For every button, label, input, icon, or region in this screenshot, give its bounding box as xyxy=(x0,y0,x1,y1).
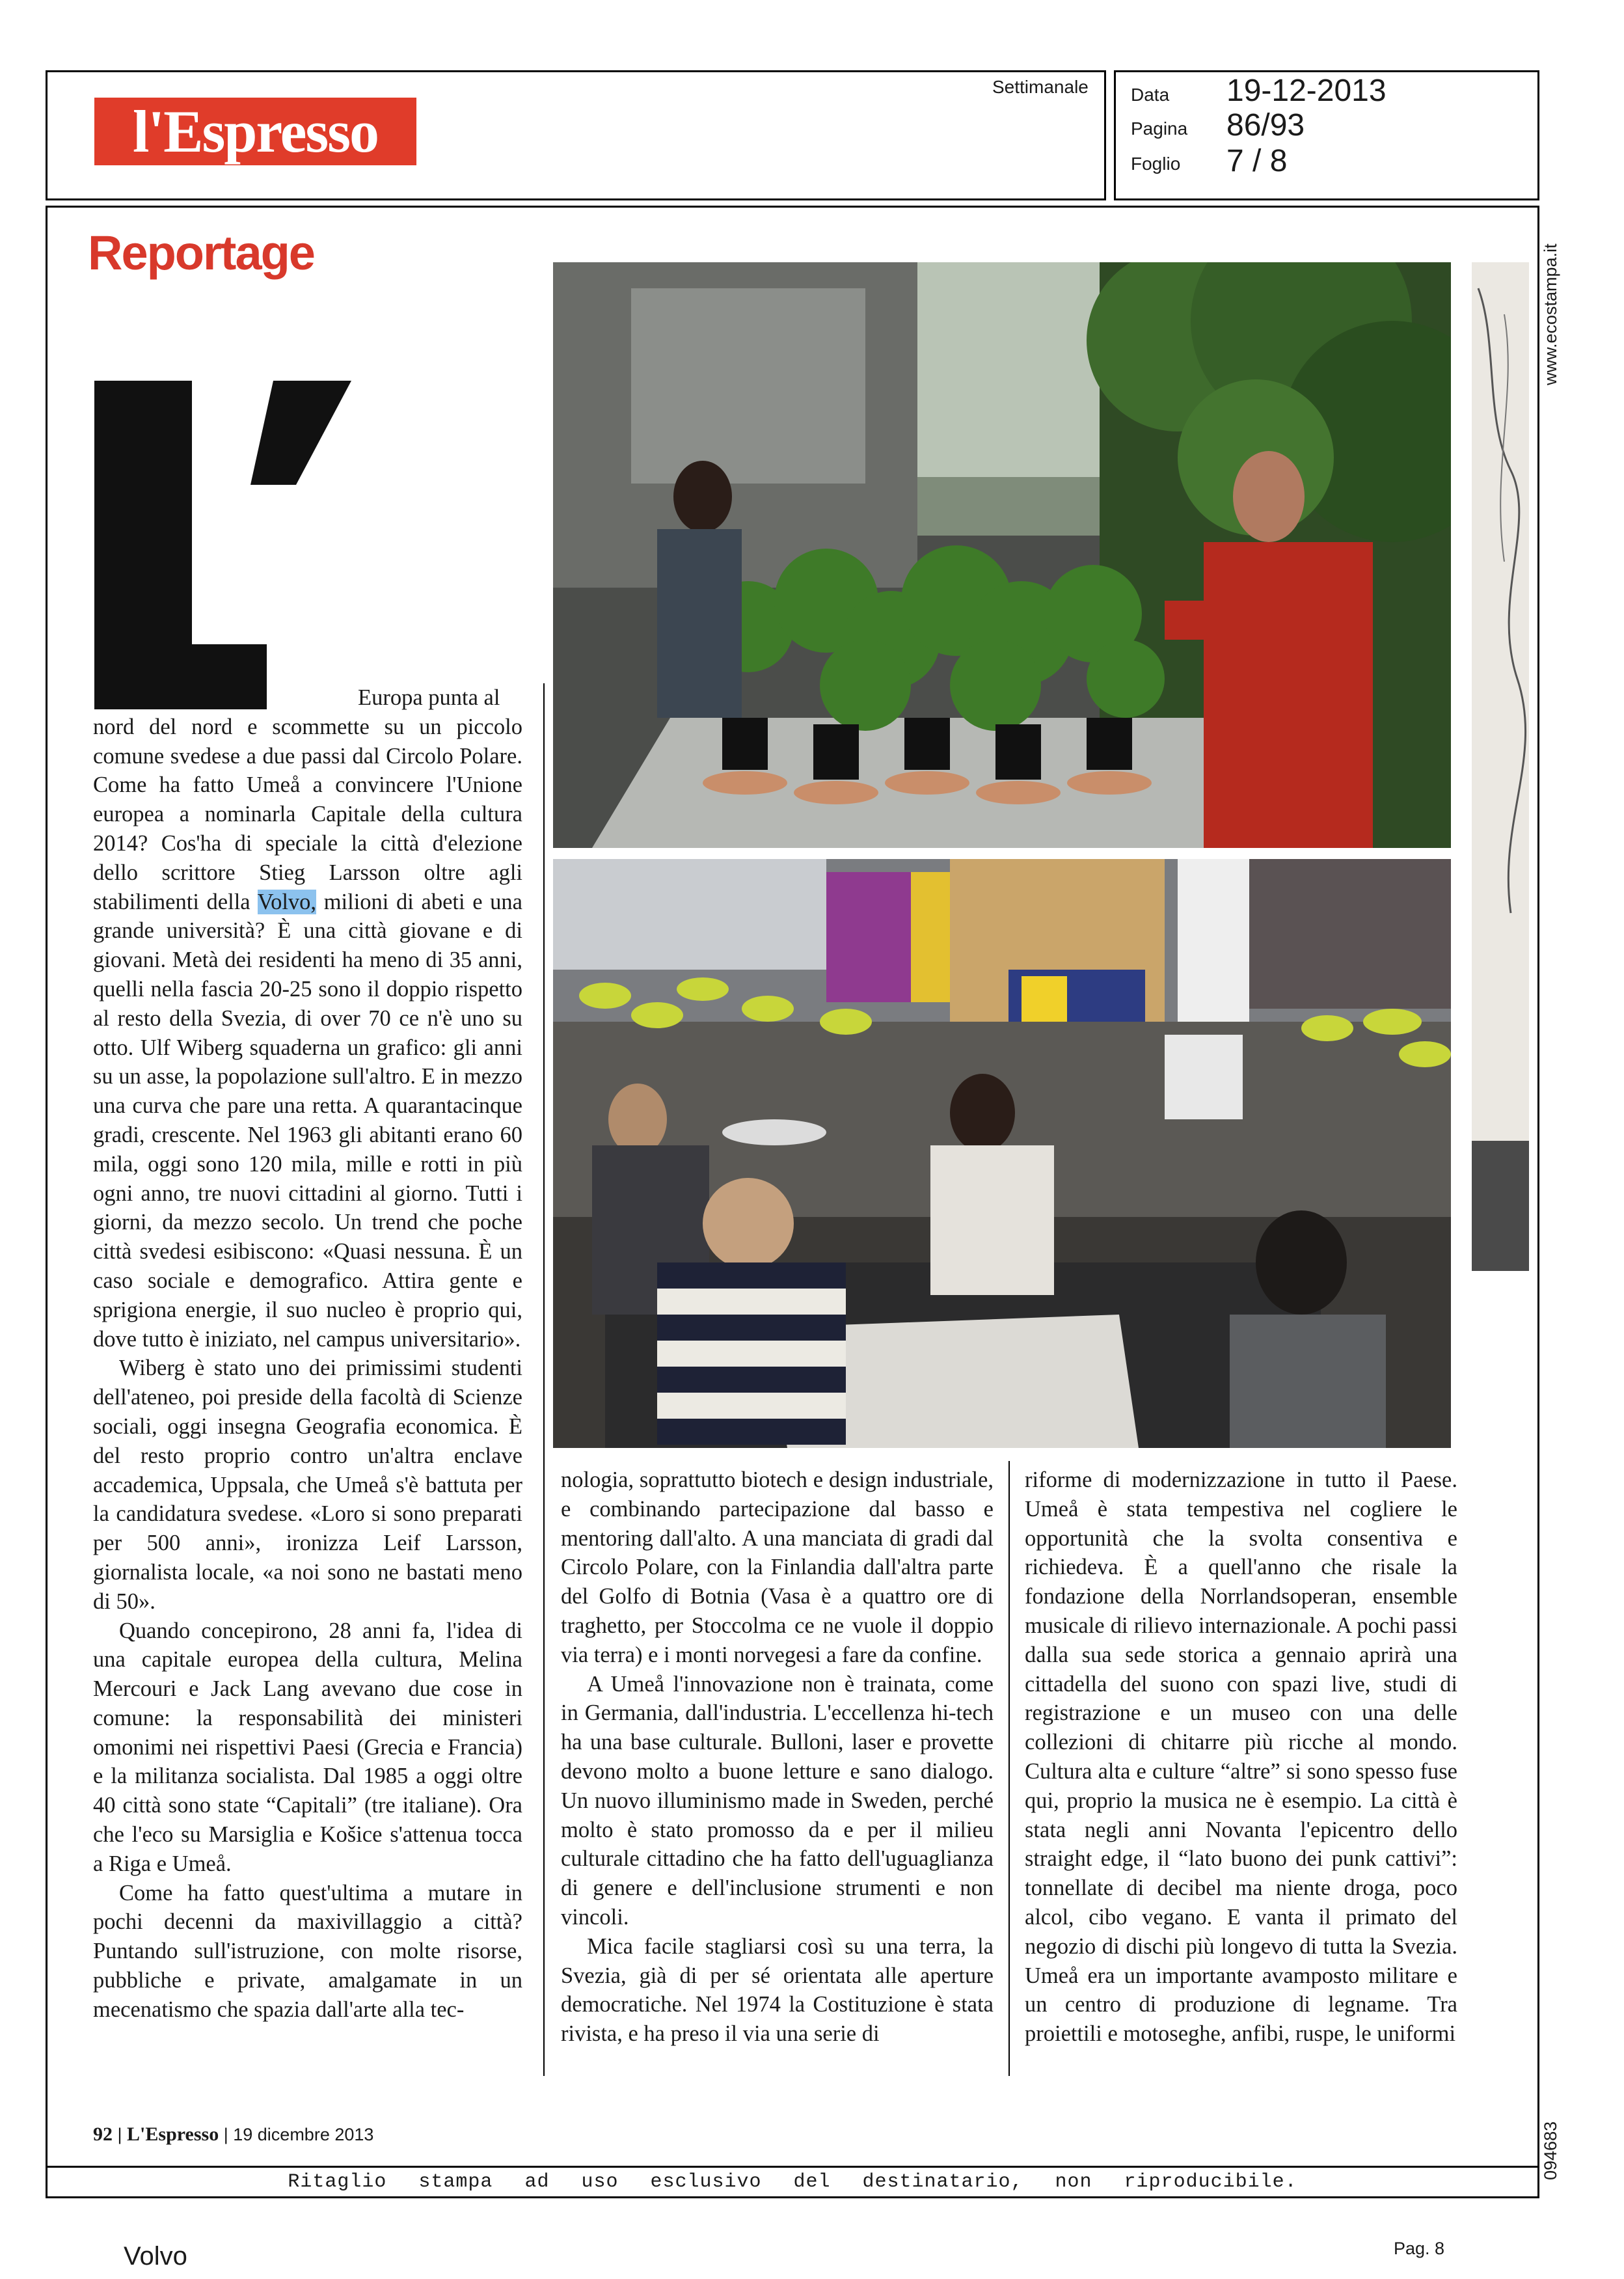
article-lead-body-2: milioni di abeti e una grande università? È una città giovane e di giovani. Metà dei residenti ha meno di 35 anni, quelli nella fascia 20-25 sono il doppio rispetto al resto della Svezia, di over 70 ce n'è uno su otto. Ulf Wiberg squaderna un grafico: gli anni su un asse, la popolazione sull'altro. E in mezzo una curva che pare una retta. A quarantacinque gradi, crescente. Nel 1963 gli abitanti erano 60 mila, oggi sono 120 mila, mille e rotti in più ogni anno, tre nuovi cittadini al giorno. Tutti i giorni, da mezzo secolo. Un trend che poche città svedesi esibiscono: «Quasi nessuna. È un caso sociale e demografico. Attira gente e sprigiona energie, il suo nucleo è proprio qui, dove tutto è iniziato, nel campus universitario». xyxy=(93,889,522,1352)
article-paragraph: riforme di modernizzazione in tutto il Paese. Umeå è stata tempestiva nel cogliere le opportunità che la svolta consentiva e richiedeva. È a quell'anno che risale la fondazione della Norrlandsoperan, ensemble musicale di rilievo internazionale. A pochi passi dalla sua sede storica a gennaio aprirà una cittadella del suono con spazi live, studi di registrazione e un museo con una delle collezioni di chitarre più ricche al mondo. Cultura alta e culture “altre” si sono spesso fuse qui, proprio la musica ne è esempio. La città è stata negli anni Novanta l'epicentro dello straight edge, il “lato buono dei punk cattivi”: tonnellate di decibel ma niente droga, poco alcol, cibo vegano. E vanta il primato del negozio di dischi più longevo di tutta la Svezia. Umeå era un importante avamposto militare e un centro di produzione di legname. Tra proiettili e motoseghe, anfibi, ruspe, le uniformi xyxy=(1025,1467,1457,2047)
article-paragraph: A Umeå l'innovazione non è trainata, come in Germania, dall'industria. L'eccellenza hi-tech ha una base culturale. Bulloni, laser e provette devono molto a buone letture e sano dialogo. Un nuovo illuminismo made in Sweden, perché molto è stato promosso da e per il milieu culturale cittadino che ha fatto dell'uguaglianza di genere e dell'inclusione strumenti e non vincoli. xyxy=(561,1671,994,1930)
article-paragraph: Wiberg è stato uno dei primissimi studenti dell'ateneo, poi preside della facoltà di Scienze sociali, oggi insegna Geografia economica. È del resto proprio contro un'altra enclave accademica, Uppsala, che Umeå s'è battuta per la candidatura svedese. «Loro si sono preparati per 500 anni», ironizza Leif Larsson, giornalista locale, «a noi sono ne bastati meno di 50». xyxy=(93,1356,522,1614)
meta-label-pagina: Pagina xyxy=(1131,118,1188,139)
meta-value-foglio: 7 / 8 xyxy=(1226,144,1288,178)
website-vertical xyxy=(1536,215,1564,390)
article-lead-body: nord del nord e scommette su un piccolo comune svedese a due passi dal Circolo Polare. Come ha fatto Umeå a convincere l'Unione europea a nominarla Capitale della cultura 2014? Cos'ha di speciale la città d'elezione dello scrittore Stieg Larsson oltre agli stabilimenti della xyxy=(93,714,522,914)
copyright-notice: Ritaglio stampa ad uso esclusivo del destinatario, non riproducibile. xyxy=(288,2171,1297,2193)
column-rule xyxy=(1008,1461,1010,2076)
article-paragraph: Come ha fatto quest'ultima a mutare in pochi decenni da maxivillaggio a città? Puntando sull'istruzione, con molte risorse, pubbliche e private, amalgamate in un mecenatismo che spazia dall'arte alla tec- xyxy=(93,1880,522,2022)
article-paragraph: Quando concepirono, 28 anni fa, l'idea di una capitale europea della cultura, Melina Mercouri e Jack Lang avevano due cose in comune: la responsabilità dei ministeri omonimi nei rispettivi Paesi (Grecia e Francia) e la militanza socialista. Dal 1985 a oggi oltre 40 città sono state “Capitali” (tre italiane). Ora che l'eco su Marsiglia e Košice s'attenua tocca a Riga e Umeå. xyxy=(93,1618,522,1876)
column-rule xyxy=(543,683,545,2076)
espresso-logo: l'Espresso xyxy=(94,98,416,165)
client-name: Volvo xyxy=(124,2242,187,2271)
cafe-photo xyxy=(553,859,1451,1448)
notice-divider xyxy=(46,2166,1539,2168)
article-lead: Europa punta al xyxy=(358,685,500,710)
footer-date: 19 dicembre 2013 xyxy=(233,2125,374,2144)
greenhouse-photo xyxy=(553,262,1451,848)
meta-label-data: Data xyxy=(1131,85,1170,105)
meta-value-pagina: 86/93 xyxy=(1226,108,1305,143)
footer-magazine: L'Espresso xyxy=(127,2123,219,2145)
article-column-2 xyxy=(561,1466,994,2049)
adjacent-photo-strip xyxy=(1472,262,1529,1271)
meta-value-data: 19-12-2013 xyxy=(1226,74,1387,108)
footer-page-number: 92 xyxy=(93,2123,113,2145)
website-text: www.ecostampa.it xyxy=(1541,243,1560,385)
dropcap-L xyxy=(94,381,351,709)
article-paragraph: Mica facile stagliarsi così su una terra, la Svezia, già di per sé orientata alle aperture democratiche. Nel 1974 la Costituzione è stata rivista, e ha preso il via una serie di xyxy=(561,1933,994,2047)
section-title: Reportage xyxy=(88,226,314,280)
article-column-1 xyxy=(93,683,522,2025)
archive-code-vertical xyxy=(1536,2115,1564,2187)
archive-code-text: 094683 xyxy=(1541,2121,1560,2180)
highlight-volvo: Volvo, xyxy=(257,889,317,914)
meta-label-foglio: Foglio xyxy=(1131,154,1181,174)
article-column-3 xyxy=(1025,1466,1457,2049)
page-footer: 92 | L'Espresso | 19 dicembre 2013 xyxy=(93,2123,374,2145)
clipping-page-number: Pag. 8 xyxy=(1394,2239,1445,2258)
frequency-label: Settimanale xyxy=(992,77,1089,97)
article-paragraph: nologia, soprattutto biotech e design industriale, e combinando partecipazione dal basso e mentoring dall'alto. A una manciata di gradi dal Circolo Polare, con la Finlandia dall'altra parte del Golfo di Botnia (Vasa è a quattro ore di traghetto, per Stoccolma ce ne vuole il doppio via terra) e i monti norvegesi a fare da confine. xyxy=(561,1467,994,1667)
